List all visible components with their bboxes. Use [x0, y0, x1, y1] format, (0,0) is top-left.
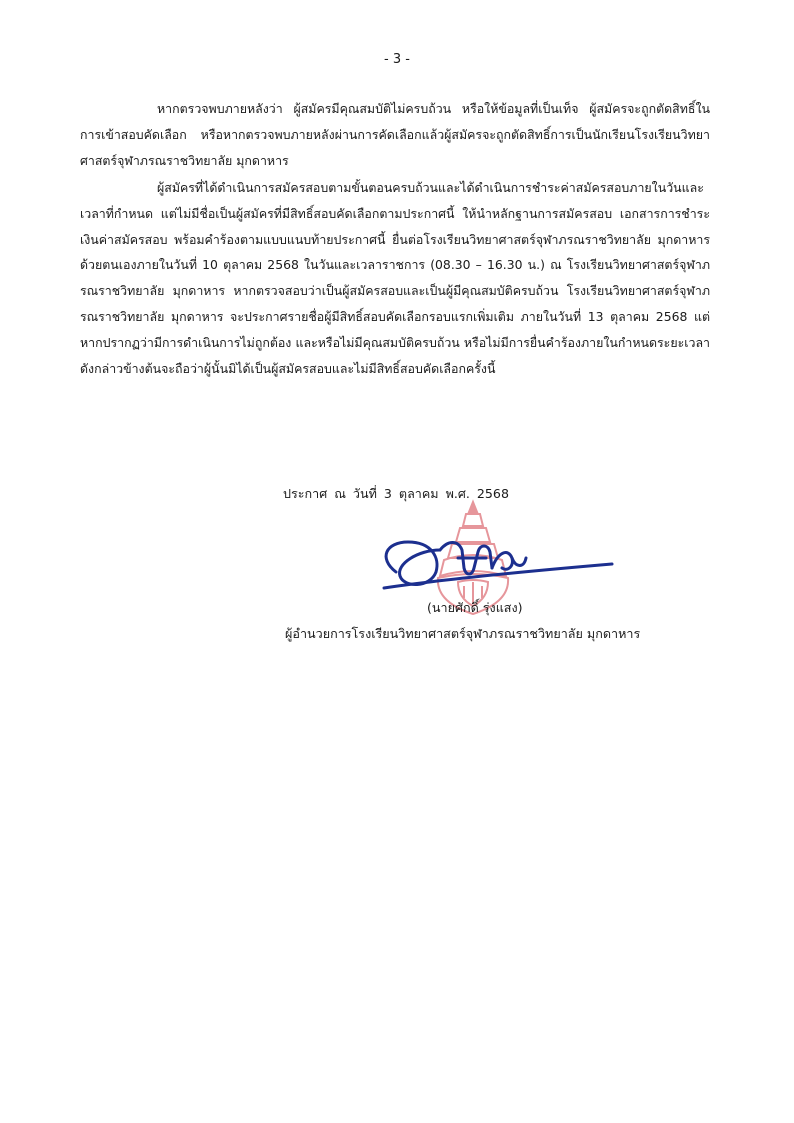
- announcement-date: ประกาศ ณ วันที่ 3 ตุลาคม พ.ศ. 2568: [283, 486, 509, 501]
- signature-icon: [378, 528, 616, 598]
- page-number: - 3 -: [384, 52, 410, 67]
- paragraph-text: ผู้สมัครที่ได้ดำเนินการสมัครสอบตามขั้นตอนครบถ้วนและได้ดำเนินการชำระค่าสมัครสอบภายในวันและเวลาที่กำหนด แต่ไม่มีชื่อเป็นผู้สมัครที่มีสิทธิ์สอบคัดเลือกตามประกาศนี้ ให้นำหลักฐานการสมัครสอบ เอกสารการชำระเงินค่าสมัครสอบ พร้อมคำร้องตามแบบแนบท้ายประกาศนี้ ยื่นต่อโรงเรียนวิทยาศาสตร์จุฬาภรณราชวิทยาลัย มุกดาหาร ด้วยตนเองภายในวันที่ 10 ตุลาคม 2568 ในวันและเวลาราชการ (08.30 – 16.30 น.) ณ โรงเรียนวิทยาศาสตร์จุฬาภรณราชวิทยาลัย มุกดาหาร หากตรวจสอบว่าเป็นผู้สมัครสอบและเป็นผู้มีคุณสมบัติครบถ้วน โรงเรียนวิทยาศาสตร์จุฬาภรณราชวิทยาลัย มุกดาหาร จะประกาศรายชื่อผู้มีสิทธิ์สอบคัดเลือกรอบแรกเพิ่มเติม ภายในวันที่ 13 ตุลาคม 2568 แต่หากปรากฏว่ามีการดำเนินการไม่ถูกต้อง และหรือไม่มีคุณสมบัติครบถ้วน หรือไม่มีการยื่นคำร้องภายในกำหนดระยะเวลาดังกล่าวข้างต้นจะถือว่าผู้นั้นมิได้เป็นผู้สมัครสอบและไม่มีสิทธิ์สอบคัดเลือกครั้งนี้: [80, 180, 710, 376]
- paragraph-appeal-procedure: [80, 175, 710, 381]
- signer-name: (นายศักดิ์ รุ่งแสง): [427, 600, 523, 615]
- paragraph-text: หากตรวจพบภายหลังว่า ผู้สมัครมีคุณสมบัติไม่ครบถ้วน หรือให้ข้อมูลที่เป็นเท็จ ผู้สมัครจะถูกตัดสิทธิ์ในการเข้าสอบคัดเลือก หรือหากตรวจพบภายหลังผ่านการคัดเลือกแล้วผู้สมัครจะถูกตัดสิทธิ์การเป็นนักเรียนโรงเรียนวิทยาศาสตร์จุฬาภรณราชวิทยาลัย มุกดาหาร: [80, 101, 710, 168]
- signer-title: ผู้อำนวยการโรงเรียนวิทยาศาสตร์จุฬาภรณราชวิทยาลัย มุกดาหาร: [285, 626, 641, 641]
- paragraph-disqualification: [80, 96, 710, 173]
